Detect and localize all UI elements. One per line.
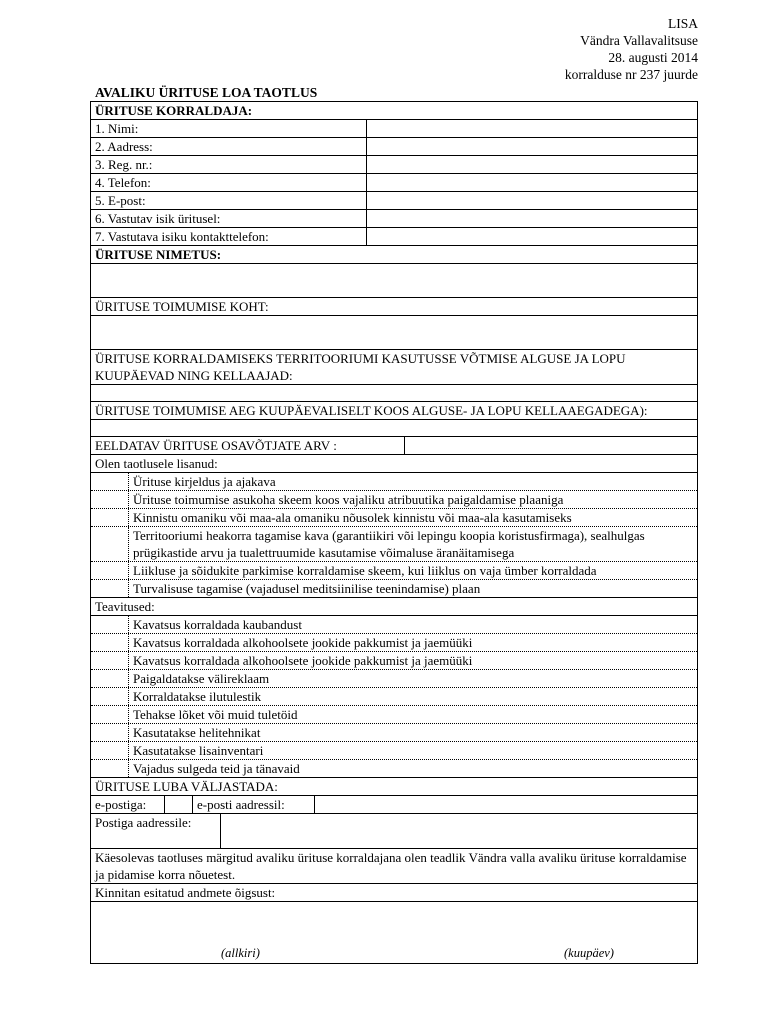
document-header [565,15,698,83]
territory-dates-input[interactable] [90,385,698,402]
email-label: e-postiga: [91,796,165,813]
header-order: korralduse nr 237 juurde [564,67,698,82]
field-label: 4. Telefon: [91,174,367,191]
territory-dates-label: ÜRITUSE KORRALDAMISEKS TERRITOORIUMI KASUTUSSE VÕTMISE ALGUSE JA LOPU KUUPÄEVAD NING KELLAAJAD: [95,351,626,383]
header-date: 28. augusti 2014 [608,50,698,65]
attachment-item[interactable] [91,473,697,491]
field-label: 5. E-post: [91,192,367,209]
field-row[interactable] [91,120,697,138]
field-input[interactable] [367,192,697,209]
field-input[interactable] [367,138,697,155]
notice-item[interactable] [91,706,697,724]
attachment-label: Kinnistu omaniku või maa-ala omaniku nõusolek kinnistu või maa-ala kasutamiseks [133,510,572,525]
field-row[interactable] [91,156,697,174]
field-label: 1. Nimi: [91,120,367,137]
email-delivery-row [90,796,698,814]
notice-label: Kavatsus korraldada kaubandust [133,617,302,632]
attachment-item[interactable] [91,527,697,562]
notice-item[interactable] [91,688,697,706]
notice-item[interactable] [91,616,697,634]
field-label: 7. Vastutava isiku kontakttelefon: [91,228,367,245]
checkbox[interactable] [91,562,129,579]
organizer-fields [90,120,698,246]
notice-label: Korraldatakse ilutulestik [133,689,262,704]
checkbox[interactable] [91,527,129,561]
delivery-heading: ÜRITUSE LUBA VÄLJASTADA: [95,779,278,794]
notice-label: Paigaldatakse välireklaam [133,671,270,686]
event-name-label: ÜRITUSE NIMETUS: [95,247,222,262]
attachment-item[interactable] [91,491,697,509]
notices-heading-row [90,598,698,616]
participants-section [90,437,698,455]
field-row[interactable] [91,210,697,228]
notice-item[interactable] [91,724,697,742]
notice-label: Kasutatakse helitehnikat [133,725,261,740]
checkbox[interactable] [91,509,129,526]
post-delivery-row [90,814,698,849]
territory-dates-section [90,350,698,385]
checkbox[interactable] [91,652,129,669]
organizer-heading: ÜRITUSE KORRALDAJA: [95,103,253,118]
attachment-item[interactable] [91,580,697,597]
participants-input[interactable] [405,437,697,454]
post-address-input[interactable] [221,814,697,848]
email-checkbox[interactable] [165,796,193,813]
email-address-label: e-posti aadressil: [193,796,315,813]
field-input[interactable] [367,174,697,191]
field-row[interactable] [91,138,697,156]
event-place-label: ÜRITUSE TOIMUMISE KOHT: [95,299,269,314]
participants-label: EELDATAV ÜRITUSE OSAVÕTJATE ARV : [91,437,405,454]
signature-label: (allkiri) [221,946,260,960]
event-place-section [90,298,698,316]
field-label: 3. Reg. nr.: [91,156,367,173]
notice-label: Kasutatakse lisainventari [133,743,264,758]
notice-item[interactable] [91,634,697,652]
notice-label: Tehakse lõket või muid tuletöid [133,707,298,722]
checkbox[interactable] [91,742,129,759]
event-name-input[interactable] [90,264,698,298]
confirm-text: Kinnitan esitatud andmete õigsust: [95,885,276,900]
checkbox[interactable] [91,580,129,597]
attachment-label: Ürituse toimumise asukoha skeem koos vajaliku atribuutika paigaldamise plaaniga [133,492,564,507]
field-row[interactable] [91,192,697,210]
event-time-label: ÜRITUSE TOIMUMISE AEG KUUPÄEVALISELT KOOS ALGUSE- JA LOPU KELLAAEGADEGA): [95,403,648,418]
organizer-section [90,101,698,120]
checkbox[interactable] [91,634,129,651]
field-input[interactable] [367,120,697,137]
event-time-section [90,402,698,420]
notices-list [90,616,698,778]
checkbox[interactable] [91,706,129,723]
header-authority: Vändra Vallavalitsuse [580,33,698,48]
notice-label: Kavatsus korraldada alkohoolsete jookide pakkumist ja jaemüüki [133,635,473,650]
checkbox[interactable] [91,491,129,508]
checkbox[interactable] [91,616,129,633]
notice-item[interactable] [91,742,697,760]
attachment-item[interactable] [91,562,697,580]
notice-label: Vajadus sulgeda teid ja tänavaid [133,761,300,776]
attachment-label: Territooriumi heakorra tagamise kava (garantiikiri või lepingu koopia koristusfirmaga), sealhulgas prügikastide arvu ja tualettruumide kasutamise võimaluse äranäitamisega [133,528,645,560]
field-row[interactable] [91,174,697,192]
field-input[interactable] [367,228,697,245]
header-appendix: LISA [668,16,698,31]
checkbox[interactable] [91,670,129,687]
field-label: 2. Aadress: [91,138,367,155]
attachments-list [90,473,698,598]
field-input[interactable] [367,156,697,173]
attachment-item[interactable] [91,509,697,527]
date-label: (kuupäev) [564,946,614,960]
notices-heading: Teavitused: [95,599,155,614]
event-place-input[interactable] [90,316,698,350]
attachment-label: Ürituse kirjeldus ja ajakava [133,474,276,489]
signature-area[interactable] [90,902,698,964]
attachments-heading: Olen taotlusele lisanud: [95,456,218,471]
checkbox[interactable] [91,688,129,705]
notice-item[interactable] [91,670,697,688]
statement-text: Käesolevas taotluses märgitud avaliku ürituse korraldajana olen teadlik Vändra valla avaliku ürituse korraldamise ja pidamise korra nõuetest. [95,850,687,882]
confirm-row [90,884,698,902]
attachment-label: Liikluse ja sõidukite parkimise korraldamise skeem, kui liiklus on vaja ümber korraldada [133,563,597,578]
attachments-heading-row [90,455,698,473]
event-name-section [90,246,698,264]
statement-row [90,849,698,884]
post-label: Postiga aadressile: [91,814,221,848]
field-input[interactable] [367,210,697,227]
field-row[interactable] [91,228,697,245]
checkbox[interactable] [91,724,129,741]
checkbox[interactable] [91,473,129,490]
field-label: 6. Vastutav isik üritusel: [91,210,367,227]
notice-item[interactable] [91,652,697,670]
application-form [90,101,698,964]
form-title: AVALIKU ÜRITUSE LOA TAOTLUS [95,85,318,100]
email-address-input[interactable] [315,796,697,813]
event-time-input[interactable] [90,420,698,437]
participants-row [91,437,697,454]
attachment-label: Turvalisuse tagamise (vajadusel meditsiinilise teenindamise) plaan [133,581,481,596]
delivery-heading-row [90,778,698,796]
checkbox[interactable] [91,760,129,777]
notice-label: Kavatsus korraldada alkohoolsete jookide pakkumist ja jaemüüki [133,653,473,668]
notice-item[interactable] [91,760,697,777]
